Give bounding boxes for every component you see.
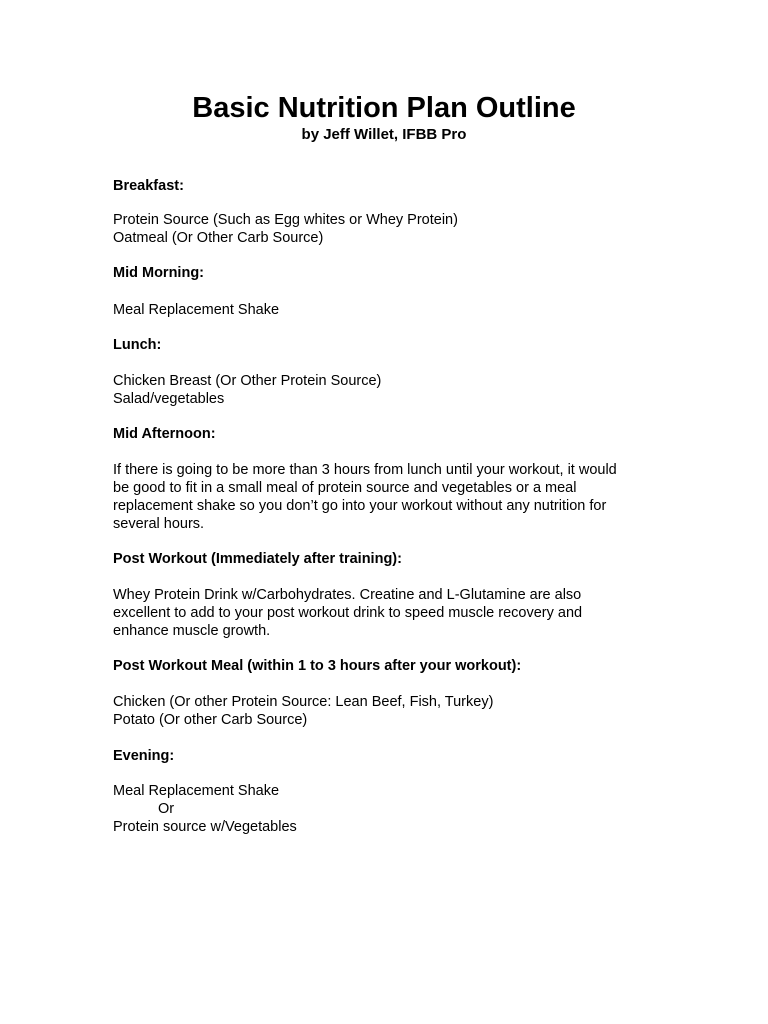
mid-afternoon-line: replacement shake so you don’t go into your workout without any nutrition for [113, 498, 607, 514]
breakfast-heading: Breakfast: [113, 178, 184, 194]
post-workout-line: enhance muscle growth. [113, 623, 271, 639]
mid-afternoon-line: be good to fit in a small meal of protein source and vegetables or a meal [113, 480, 577, 496]
post-workout-line: excellent to add to your post workout drink to speed muscle recovery and [113, 605, 583, 621]
mid-afternoon-line: If there is going to be more than 3 hours from lunch until your workout, it would [113, 462, 617, 478]
lunch-heading: Lunch: [113, 337, 162, 353]
page-title: Basic Nutrition Plan Outline [192, 92, 576, 124]
mid-morning-heading: Mid Morning: [113, 265, 205, 281]
breakfast-line: Protein Source (Such as Egg whites or Whey Protein) [113, 212, 458, 228]
breakfast-line: Oatmeal (Or Other Carb Source) [113, 230, 324, 246]
post-workout-meal-line: Potato (Or other Carb Source) [113, 712, 308, 728]
mid-afternoon-line: several hours. [113, 516, 205, 532]
evening-line: Or [158, 801, 175, 817]
post-workout-meal-line: Chicken (Or other Protein Source: Lean Beef, Fish, Turkey) [113, 694, 494, 710]
author-byline: by Jeff Willet, IFBB Pro [301, 126, 467, 143]
lunch-line: Chicken Breast (Or Other Protein Source) [113, 373, 382, 389]
evening-heading: Evening: [113, 748, 175, 764]
mid-morning-line: Meal Replacement Shake [113, 302, 280, 318]
post-workout-heading: Post Workout (Immediately after training): [113, 551, 402, 567]
lunch-line: Salad/vegetables [113, 391, 225, 407]
evening-line: Protein source w/Vegetables [113, 819, 297, 835]
mid-afternoon-heading: Mid Afternoon: [113, 426, 216, 442]
evening-line: Meal Replacement Shake [113, 783, 280, 799]
post-workout-meal-heading: Post Workout Meal (within 1 to 3 hours after your workout): [113, 658, 522, 674]
post-workout-line: Whey Protein Drink w/Carbohydrates. Creatine and L-Glutamine are also [113, 587, 582, 603]
